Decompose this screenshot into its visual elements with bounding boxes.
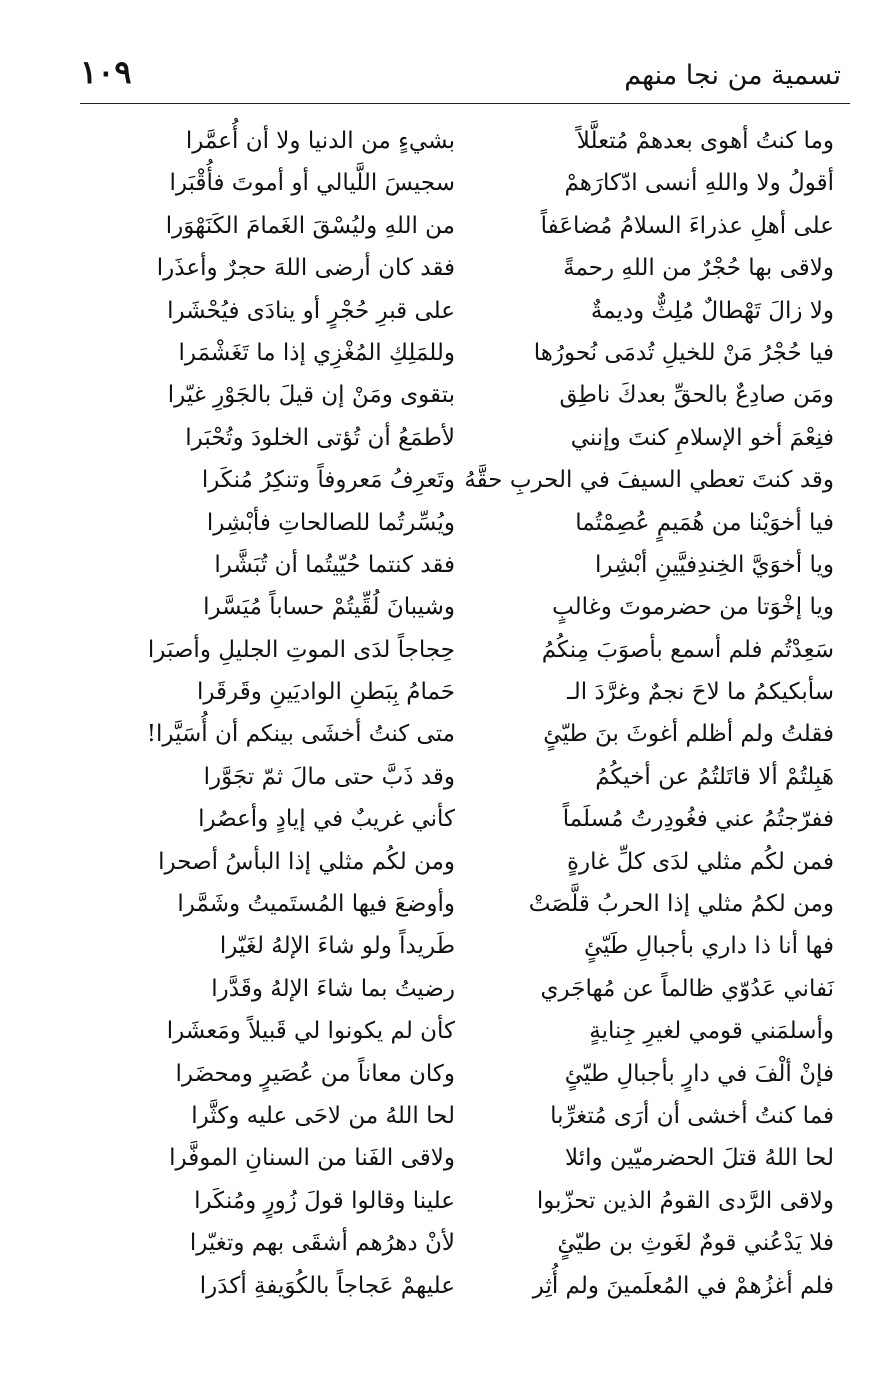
verse-line: وشيبانَ لُقِّيتُمْ حساباً مُيَسَّرا [203, 594, 455, 621]
verse-line: ويُسِّرتُما للصالحاتِ فأبْشِرا [206, 509, 455, 536]
verse-line: سَعِدْتُم فلم أسمع بأصوَبَ مِنكُمُ [541, 636, 834, 663]
verse-line: كأني غريبٌ في إيادٍ وأعصُرا [198, 806, 455, 833]
verse-column-left [83, 120, 455, 1307]
header-rule [80, 103, 850, 104]
verse-line: فلا يَدْعُني قومٌ لغَوثِ بن طيّئٍ [557, 1230, 834, 1257]
verse-line: فنِعْمَ أخو الإسلامِ كنتَ وإنني [570, 424, 834, 451]
verse-line: لأطمَعُ أن تُؤتى الخلودَ وتُحْبَرا [185, 424, 455, 451]
running-title: تسمية من نجا منهم [624, 60, 841, 91]
verse-line: وأسلمَني قومي لغيرِ جِنايةٍ [589, 1018, 834, 1045]
verse-line: وقد كنتَ تعطي السيفَ في الحربِ حقَّهُ [464, 467, 834, 494]
verse-line: فيا أخوَيْنا من هُمَيمٍ عُصِمْتُما [575, 509, 834, 536]
verse-column-right [462, 120, 834, 1307]
verse-line: طَريداً ولو شاءَ الإلهُ لغَيّرا [219, 933, 455, 960]
verse-line: فقلتُ ولم أظلم أغوثَ بنَ طيّئٍ [543, 721, 834, 748]
verse-line: وقد ذَبَّ حتى مالَ ثمّ تجَوَّرا [203, 763, 455, 790]
verse-line: ومن لكُم مثلي إذا البأسُ أصحرا [158, 848, 455, 875]
verse-line: رضيتُ بما شاءَ الإلهُ وقَدَّرا [211, 975, 455, 1002]
verse-line: بتقوى ومَنْ إن قيلَ بالجَوْرِ غيّرا [167, 382, 455, 409]
verse-line: فمن لكُم مثلي لدَى كلِّ غارةٍ [566, 848, 834, 875]
verse-line: سجيسَ اللَّيالي أو أموتَ فأُقْبَرا [169, 170, 455, 197]
verse-line: فها أنا ذا داري بأجبالِ طَيّئٍ [583, 933, 834, 960]
verse-line: وللمَلِكِ المُغْزِي إذا ما تَغَشْمَرا [178, 339, 455, 366]
verse-line: ويا أخوَيَّ الخِندِفيَّينِ أبْشِرا [595, 551, 834, 578]
verse-line: ولا زالَ تَهْطالٌ مُلِثٌّ وديمةٌ [590, 297, 834, 324]
verse-line: علينا وقالوا قولَ زُورٍ ومُنكَرا [194, 1187, 455, 1214]
page-number: ١٠٩ [80, 53, 132, 91]
verse-line: ولاقى الرَّدى القومُ الذين تحزّبوا [536, 1187, 834, 1214]
verse-line: فإنْ ألْفَ في دارٍ بأجبالِ طيّئٍ [564, 1060, 834, 1087]
verse-line: وكان معاناً من عُصَيرٍ ومحضَرا [175, 1060, 455, 1087]
verse-line: فقد كان أرضى اللهَ حجرٌ وأعذَرا [156, 255, 455, 282]
verse-line: ومن لكمُ مثلي إذا الحربُ قلَّصَتْ [528, 891, 834, 918]
verse-line: فما كنتُ أخشى أن أرَى مُتغرِّبا [550, 1102, 834, 1129]
verse-line: وما كنتُ أهوى بعدهمْ مُتعلَّلاً [576, 128, 834, 154]
verse-line: فلم أغزُهمْ في المُعلَمينَ ولم أُثِر [532, 1272, 834, 1299]
verse-line: سأبكيكمُ ما لاحَ نجمٌ وغرَّدَ الـ [567, 679, 834, 706]
verse-line: أقولُ ولا واللهِ أنسى ادّكارَهمْ [564, 170, 834, 197]
verse-line: عليهمْ عَجاجاً بالكُوَيفةِ أكدَرا [199, 1272, 455, 1299]
verse-line: متى كنتُ أخشَى بينكم أن أُسَيَّرا! [146, 721, 455, 748]
verse-line: نَفاني عَدُوّي ظالماً عن مُهاجَري [540, 975, 834, 1002]
verse-line: من اللهِ وليُسْقَ الغَمامَ الكَنَهْوَرا [165, 212, 455, 239]
verse-line: كأن لم يكونوا لي قَبيلاً ومَعشَرا [166, 1018, 455, 1045]
verse-line: حَمامُ بِبَطنِ الواديَينِ وقَرقَرا [196, 679, 455, 706]
verse-line: ولاقى بها حُجْرٌ من اللهِ رحمةً [563, 255, 834, 282]
verse-line: وتَعرِفُ مَعروفاً وتنكِرُ مُنكَرا [201, 467, 455, 494]
verse-line: فقد كنتما حُيّيتُما أن تُبَشَّرا [214, 551, 455, 578]
verse-line: على أهلِ عذراءَ السلامُ مُضاعَفاً [540, 212, 834, 239]
verse-line: هَبِلتُمْ ألا قاتَلتُمُ عن أخيكُمُ [595, 763, 834, 790]
verse-line: ولاقى الفَنا من السنانِ الموفَّرا [169, 1145, 455, 1172]
verse-line: ويا إخْوَتا من حضرموتَ وغالبٍ [552, 594, 834, 621]
verse-line: على قبرِ حُجْرٍ أو ينادَى فيُحْشَرا [167, 297, 455, 324]
verse-line: حِجاجاً لدَى الموتِ الجليلِ وأصبَرا [147, 636, 455, 663]
verse-line: بشيءٍ من الدنيا ولا أن أُعمَّرا [185, 128, 455, 154]
verse-line: ففرّجتُمُ عني فغُودِرتُ مُسلَماً [562, 806, 834, 833]
verse-line: لحا اللهُ من لاحَى عليه وكثَّرا [191, 1102, 455, 1129]
verse-line: ومَن صادِعٌ بالحقِّ بعدكَ ناطِق [559, 382, 834, 409]
verse-line: وأوضعَ فيها المُستَميتُ وشَمَّرا [177, 891, 455, 918]
verse-line: لأنْ دهرُهم أشقَى بهم وتغيّرا [189, 1230, 455, 1257]
verse-line: فيا حُجْرُ مَنْ للخيلِ تُدمَى نُحورُها [533, 339, 834, 366]
verse-line: لحا اللهُ قتلَ الحضرميّين وائلا [564, 1145, 834, 1172]
